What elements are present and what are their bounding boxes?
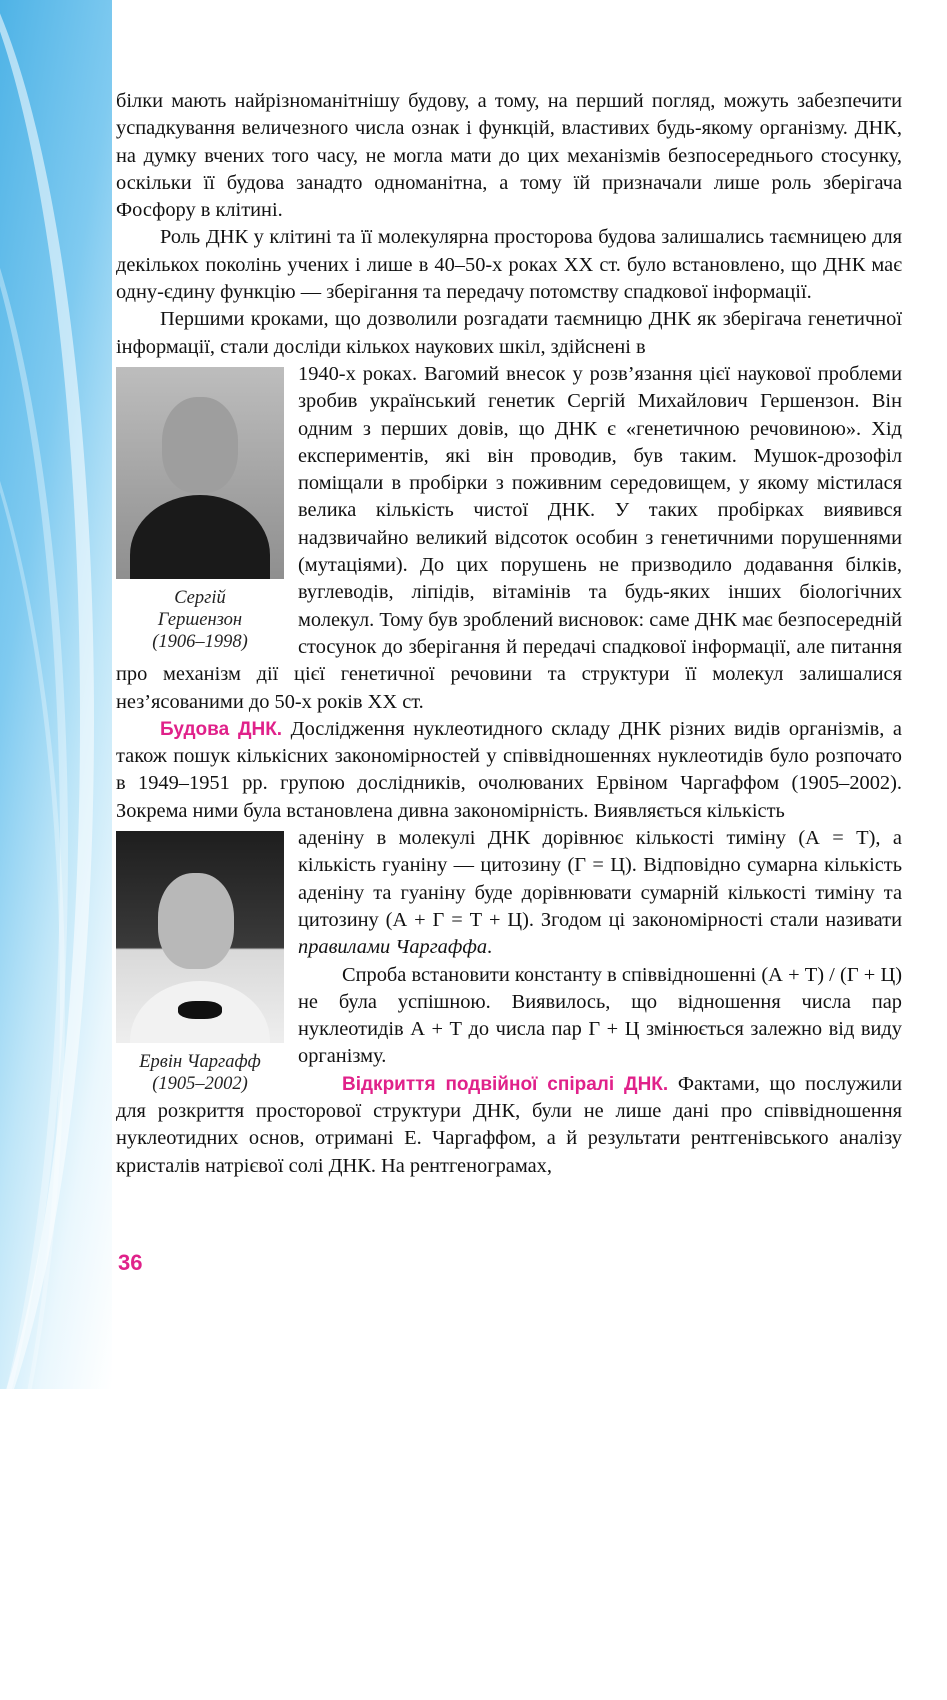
paragraph-5: аденіну в молекулі ДНК дорівнює кількості тиміну (А = Т), а кількість гуаніну — цитозину (Г = Ц). Відповідно сумарна кількість аденіну та гуаніну буде дорівнювати сумарній кількості тиміну та цитозину (А + Г = Т + Ц). Згодом ці закономірності стали називати правилами Чаргаффа. [298, 827, 902, 959]
page-text [116, 88, 902, 1180]
heading-dna-structure: Будова ДНК. [160, 718, 283, 740]
paragraph-3-lead: Першими кроками, що дозволили розгадати таємницю ДНК як зберігача генетичної інформації, стали досліди кількох наукових шкіл, здійснені в [116, 308, 902, 358]
caption-chargaff: Ервін Чаргафф (1905–2002) [139, 1052, 261, 1095]
term-chargaff-rules: правилами Чаргаффа [298, 936, 488, 959]
portrait-chargaff [116, 831, 284, 1043]
paragraph-1: білки мають найрізноманітнішу будову, а тому, на перший погляд, можуть забезпечити успадкування величезного числа ознак і функцій, властивих будь-якому організму. ДНК, на думку вчених того часу, не могла мати до цих механізмів безпосереднього стосунку, оскільки її будова занадто одноманітна, а тому їй призначали лише роль зберігача Фосфору в клітині. [116, 90, 902, 222]
page-number: 36 [118, 1250, 143, 1275]
portrait-gershenzon [116, 367, 284, 579]
heading-double-helix: Відкриття подвійної спіралі ДНК. [342, 1073, 669, 1095]
figure-gershenzon [116, 367, 284, 653]
paragraph-3-rest: 1940-х роках. Вагомий внесок у розв’язання цієї наукової проблеми зробив український генетик Сергій Михайлович Гершензон. Він одним з перших довів, що ДНК є «генетичною речовиною». Хід експериментів, які він проводив, був таким. Мушок-дрозофіл поміщали в пробірки з поживним середовищем, у якому містилася велика кількість чистої ДНК. У таких пробірках виявився надзвичайно великий відсоток особин з генетичними порушеннями (мутаціями). До цих порушень не призводило додавання білків, вуглеводів, ліпідів, вітамінів та будь-яких інших біологічних молекул. Тому був зроблений висновок: саме ДНК має безпосередній стосунок до зберігання й передачі спадкової інформації, але питання про механізм дії цієї генетичної речовини та структури її молекул залишалися нез’ясованими до 50-х років XX ст. [116, 362, 902, 713]
paragraph-6: Спроба встановити константу в співвідношенні (А + Т) / (Г + Ц) не була успішною. Виявилось, що відношення числа пар нуклеотидів А + Т до числа пар Г + Ц змінюється залежно від виду організму. [298, 963, 902, 1068]
decorative-side-band [0, 0, 112, 1389]
paragraph-4: Будова ДНК. Дослідження нуклеотидного складу ДНК різних видів організмів, а також пошук кількісних закономірностей у співвідношеннях нуклеотидів було розпочато в 1949–1951 рр. групою дослідників, очолюваних Ервіном Чаргаффом (1905–2002). Зокрема ними була встановлена дивна закономірність. Виявляється кількість [116, 717, 902, 822]
caption-gershenzon: Сергій Гершензон (1906–1998) [152, 587, 248, 652]
paragraph-2: Роль ДНК у клітині та її молекулярна просторова будова залишались таємницею для декількох поколінь учених і лише в 40–50-х роках XX ст. було встановлено, що ДНК має одну-єдину функцію — зберігання та передачу потомству спадкової інформації. [116, 226, 902, 304]
paragraph-7: Відкриття подвійної спіралі ДНК. Фактами, що послужили для розкриття просторової структури ДНК, були не лише дані про співвідношення нуклеотидних основ, отримані Е. Чаргаффом, а й результати рентгенівського аналізу кристалів натрієвої солі ДНК. На рентгенограмах, [116, 1072, 903, 1177]
figure-chargaff [116, 831, 284, 1095]
